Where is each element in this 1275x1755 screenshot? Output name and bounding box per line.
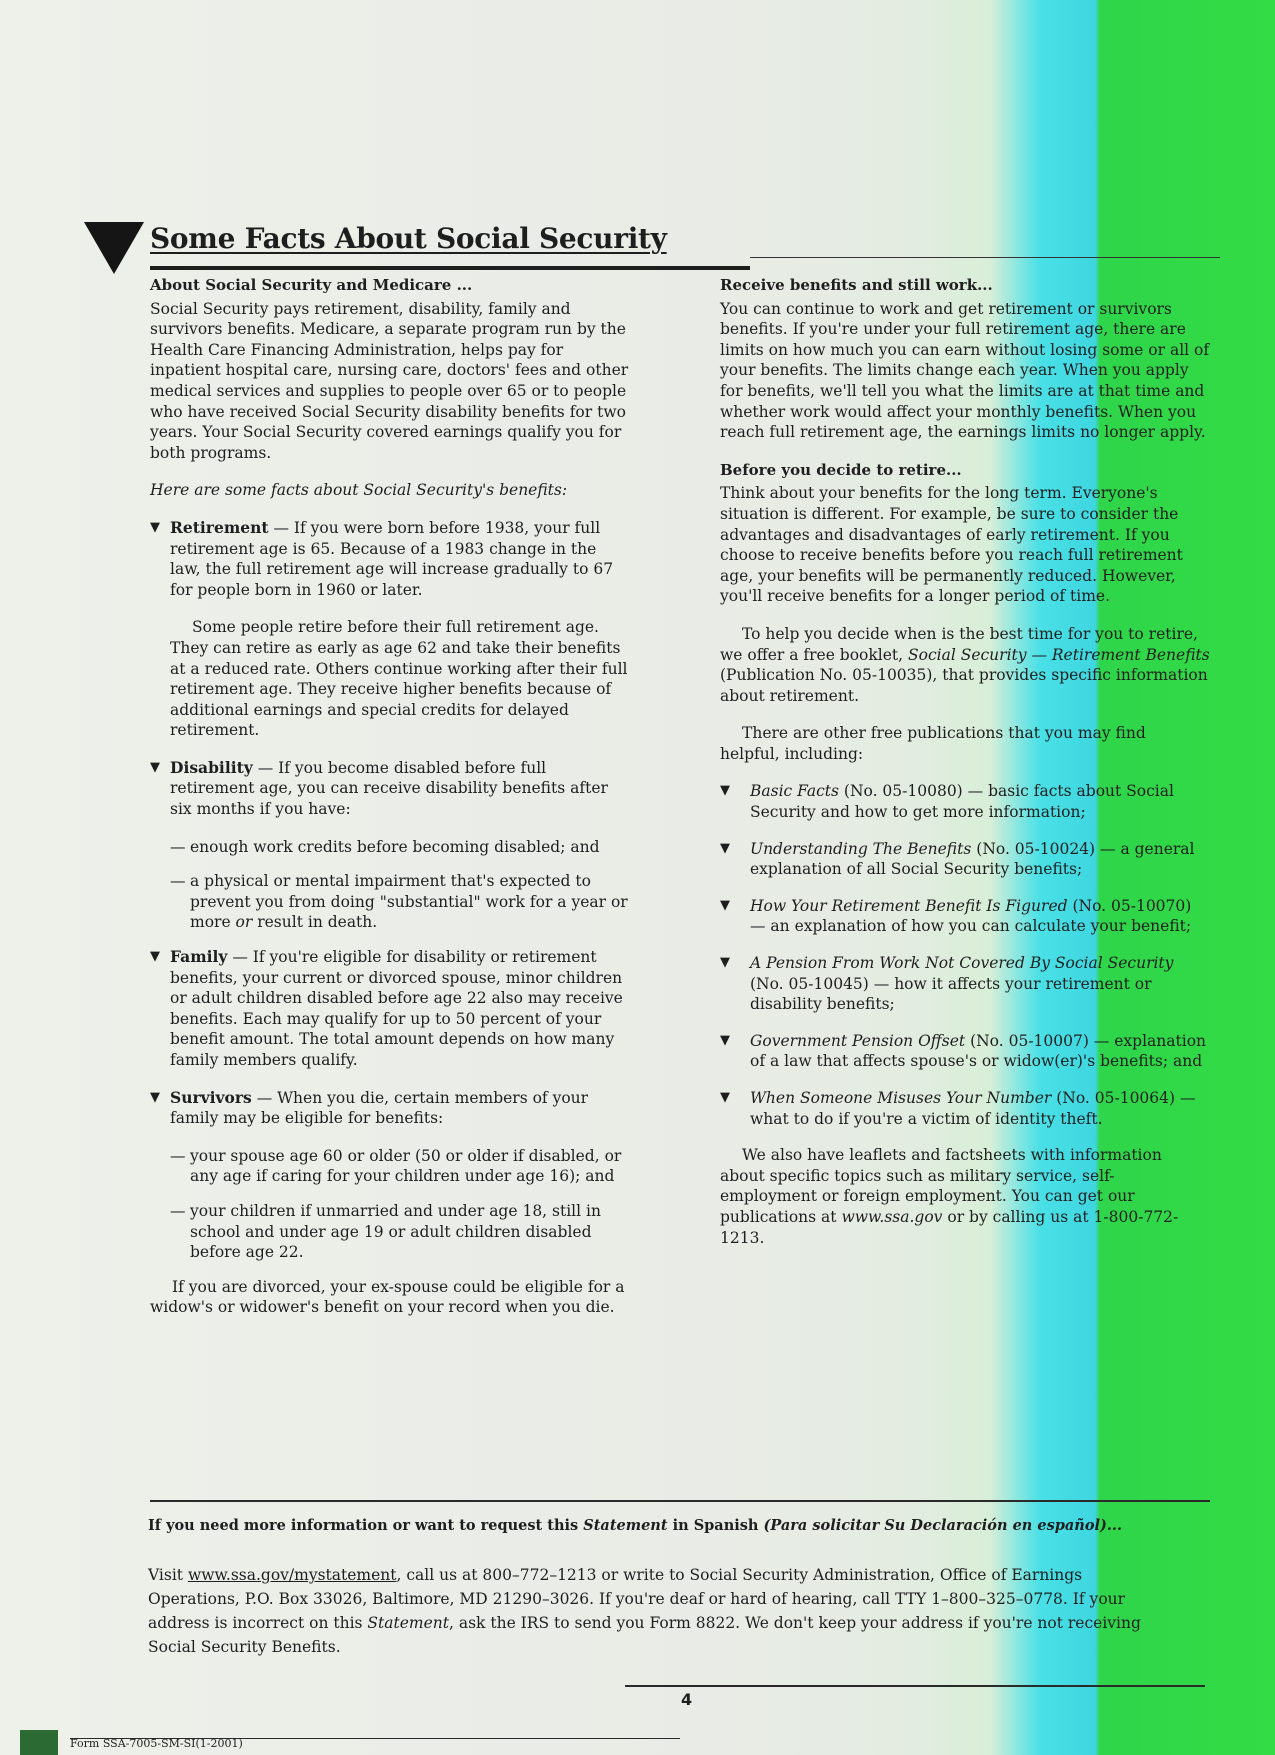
publication-item	[720, 781, 1210, 822]
bullet-triangle-icon: ▼	[150, 949, 160, 965]
other-publications-text: There are other free publications that you may find helpful, including:	[720, 724, 1146, 763]
info-top-rule	[150, 1500, 1210, 1502]
info-body-b: , call us at 800–772–1213 or write to Social Security Administration, Office of Earnings Operations, P.O. Box 33026, Baltimore, MD 21290–3026. If you're deaf or hard of hearing, call TTY 1–800–325–0778. If your address is incorrect on this	[148, 1566, 1126, 1632]
retirement-label: Retirement	[170, 517, 269, 537]
form-id: Form SSA-7005-SM-SI(1-2001)	[70, 1737, 243, 1750]
publication-description: (No. 05-10070) — an explanation of how you can calculate your benefit;	[750, 896, 1192, 936]
retirement-text-2: Some people retire before their full retirement age. They can retire as early as age 62 and take their benefits at a reduced rate. Others continue working after their full retirement age. They receive higher benefits because of additional earnings and special credits for delayed retirement.	[170, 618, 628, 740]
work-heading: Receive benefits and still work...	[720, 276, 993, 294]
mystatement-link[interactable]: www.ssa.gov/mystatement	[187, 1566, 397, 1584]
leaflets-text-b: or by calling us at 1-800-772-1213.	[720, 1207, 1179, 1247]
retirement-fact	[150, 518, 630, 600]
info-heading	[148, 1517, 1122, 1534]
publication-description: (No. 05-10024) — a general explanation of all Social Security benefits;	[750, 839, 1195, 879]
leaflets-url[interactable]: www.ssa.gov	[841, 1207, 943, 1226]
dash-mark: —	[170, 1146, 186, 1165]
publication-description: (No. 05-10080) — basic facts about Social Security and how to get more information;	[750, 782, 1174, 822]
about-text: Social Security pays retirement, disability, family and survivors benefits. Medicare, a separate program run by the Health Care Financing Administration, helps pay for inpatient hospital care, nursing care, doctors' fees and other medical services and supplies to people over 65 or to people who have received Social Security disability benefits for two years. Your Social Security covered earnings qualify you for both programs.	[150, 299, 629, 462]
leaflets-paragraph	[720, 1145, 1210, 1248]
corner-mark	[20, 1730, 58, 1755]
info-body-statement: Statement	[367, 1614, 449, 1632]
disability-condition	[150, 837, 630, 858]
publication-list	[720, 781, 1210, 1129]
work-text: You can continue to work and get retirement or survivors benefits. If you're under your full retirement age, there are limits on how much you can earn without losing some or all of your benefits. The limits change each year. When you apply for benefits, we'll tell you what the limits are at that time and whether work would affect your monthly benefits. When you reach full retirement age, the earnings limits no longer apply.	[720, 299, 1210, 442]
publication-title: Government Pension Offset	[750, 1031, 966, 1050]
survivor-condition	[150, 1201, 630, 1263]
facts-intro: Here are some facts about Social Security's benefits:	[150, 481, 568, 500]
disability-label: Disability	[170, 757, 253, 777]
survivors-fact	[150, 1088, 630, 1129]
info-heading-spanish: (Para solicitar Su Declaración en español)...	[763, 1517, 1123, 1534]
bullet-triangle-icon: ▼	[720, 840, 730, 856]
publication-title: A Pension From Work Not Covered By Social Security	[750, 954, 1174, 973]
disability-item-2-or: or	[235, 913, 253, 932]
dash-mark: —	[170, 1201, 186, 1220]
booklet-text-b: (Publication No. 05-10035), that provides specific information about retirement.	[720, 666, 1208, 705]
booklet-text-a: To help you decide when is the best time for you to retire, we offer a free booklet,	[720, 624, 1198, 664]
survivors-item-2: your children if unmarried and under age 18, still in school and under age 19 or adult children disabled before age 22.	[190, 1201, 601, 1262]
publication-item	[720, 839, 1210, 880]
page-number-rule	[625, 1685, 1205, 1687]
page-number: 4	[681, 1690, 693, 1709]
publication-title: Understanding The Benefits	[750, 839, 972, 858]
survivors-text: — When you die, certain members of your family may be eligible for benefits:	[170, 1088, 589, 1128]
publication-item	[720, 953, 1210, 1015]
info-heading-statement: Statement	[583, 1517, 668, 1534]
survivor-condition	[150, 1146, 630, 1187]
publication-item	[720, 1031, 1210, 1072]
disability-text: — If you become disabled before full retirement age, you can receive disability benefits after six months if you have:	[170, 758, 608, 819]
survivors-label: Survivors	[170, 1087, 252, 1107]
divorced-text: If you are divorced, your ex-spouse could be eligible for a widow's or widower's benefit on your record when you die.	[150, 1277, 625, 1317]
section-triangle-icon	[84, 222, 144, 274]
booklet-title: Social Security — Retirement Benefits	[908, 645, 1210, 664]
disability-item-1: enough work credits before becoming disabled; and	[190, 837, 600, 856]
publication-item	[720, 1088, 1210, 1129]
info-heading-b: in Spanish	[667, 1517, 764, 1534]
info-body-c: , ask the IRS to send you Form 8822. We don't keep your address if you're not receiving Social Security Benefits.	[148, 1614, 1141, 1656]
page-title: Some Facts About Social Security	[150, 222, 667, 255]
title-rule-extension	[750, 257, 1220, 258]
disability-item-2b: result in death.	[252, 913, 378, 932]
family-text: — If you're eligible for disability or retirement benefits, your current or divorced spouse, minor children or adult children disabled before age 22 also may receive benefits. Each may qualify for up to 50 percent of your benefit amount. The total amount depends on how many family members qualify.	[170, 948, 623, 1069]
bullet-triangle-icon: ▼	[720, 897, 730, 913]
retire-text: Think about your benefits for the long term. Everyone's situation is different. For example, be sure to consider the advantages and disadvantages of early retirement. If you choose to receive benefits before you reach full retirement age, your benefits will be permanently reduced. However, you'll receive benefits for a longer period of time.	[720, 484, 1183, 606]
bullet-triangle-icon: ▼	[720, 783, 730, 799]
dash-mark: —	[170, 872, 186, 891]
bullet-triangle-icon: ▼	[150, 519, 160, 535]
family-label: Family	[170, 947, 228, 967]
right-column	[720, 275, 1210, 1265]
publication-description: (No. 05-10007) — explanation of a law that affects spouse's or widow(er)'s benefits; and	[750, 1031, 1207, 1071]
publication-description: (No. 05-10045) — how it affects your retirement or disability benefits;	[750, 974, 1152, 1014]
info-body	[148, 1563, 1168, 1659]
left-column	[150, 275, 630, 1335]
disability-item-2a: a physical or mental impairment that's expected to prevent you from doing "substantial" work for a year or more	[190, 872, 628, 932]
publication-description: (No. 05-10064) — what to do if you're a victim of identity theft.	[750, 1089, 1196, 1128]
bullet-triangle-icon: ▼	[150, 759, 160, 775]
about-heading: About Social Security and Medicare ...	[150, 276, 473, 294]
bullet-triangle-icon: ▼	[720, 1090, 730, 1105]
publication-title: When Someone Misuses Your Number	[750, 1089, 1052, 1107]
info-body-a: Visit	[148, 1566, 188, 1584]
bullet-triangle-icon: ▼	[150, 1089, 160, 1105]
survivors-item-1: your spouse age 60 or older (50 or older if disabled, or any age if caring for your children under age 16); and	[190, 1146, 622, 1186]
title-rule	[150, 266, 750, 270]
family-fact	[150, 947, 630, 1071]
dash-mark: —	[170, 837, 186, 856]
publication-title: Basic Facts	[750, 782, 839, 801]
disability-condition	[150, 871, 630, 933]
retirement-text: — If you were born before 1938, your full retirement age is 65. Because of a 1983 change in the law, the full retirement age will increase gradually to 67 for people born in 1960 or later.	[170, 518, 614, 599]
publication-item	[720, 896, 1210, 937]
bullet-triangle-icon: ▼	[720, 1032, 730, 1048]
leaflets-text-a: We also have leaflets and factsheets with information about specific topics such as military service, self-employment or foreign employment. You can get our publications at	[720, 1146, 1162, 1226]
info-heading-a: If you need more information or want to request this	[148, 1517, 584, 1534]
publication-title: How Your Retirement Benefit Is Figured	[750, 896, 1068, 915]
disability-fact	[150, 758, 630, 820]
retire-heading: Before you decide to retire...	[720, 460, 962, 479]
booklet-paragraph	[720, 624, 1210, 706]
bullet-triangle-icon: ▼	[720, 955, 730, 971]
